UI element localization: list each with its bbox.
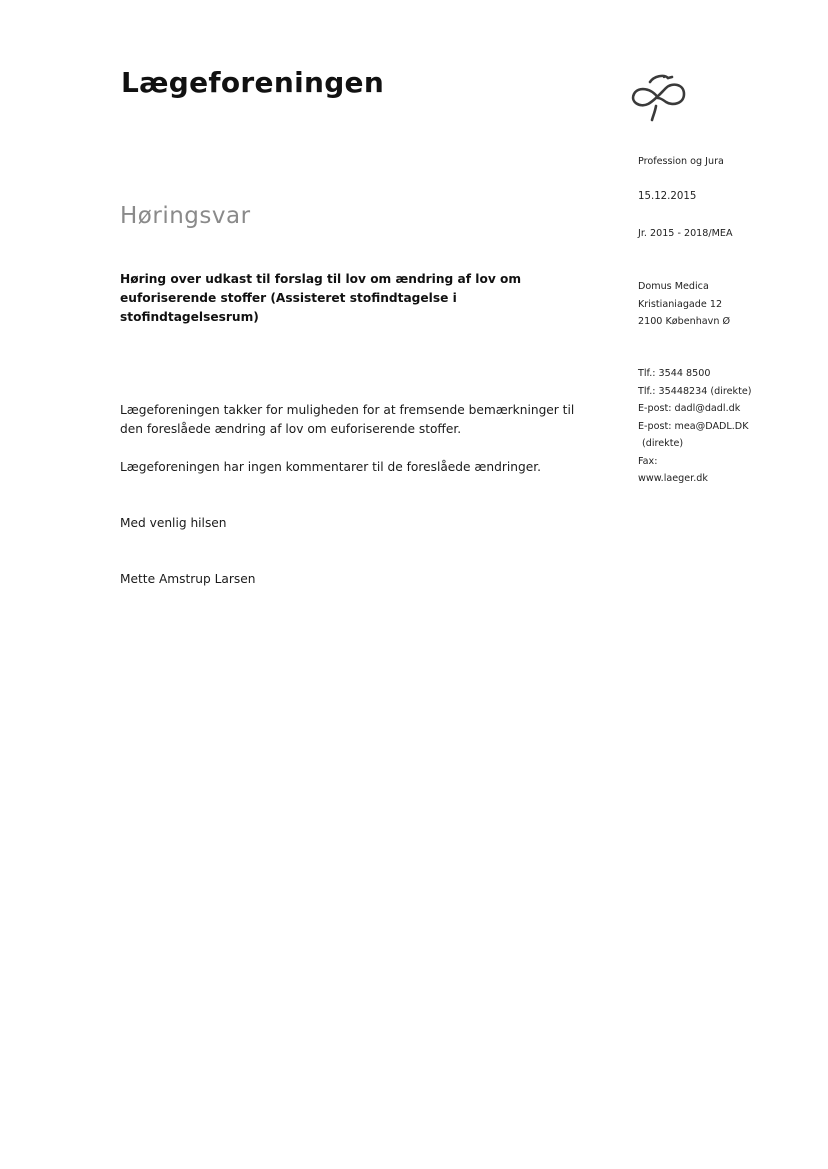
phone-main: Tlf.: 3544 8500 xyxy=(638,368,711,379)
email-direct: E-post: mea@DADL.DK xyxy=(638,420,749,432)
journal-number: Jr. 2015 - 2018/MEA xyxy=(638,228,733,239)
organization-name: Lægeforeningen xyxy=(121,66,385,99)
sender-address xyxy=(638,278,730,331)
caduceus-snake-logo-icon xyxy=(628,68,690,122)
department-label: Profession og Jura xyxy=(638,156,724,167)
email-direct-note: (direkte) xyxy=(642,438,684,449)
letter-date: 15.12.2015 xyxy=(638,191,697,202)
website: www.laeger.dk xyxy=(638,473,708,484)
address-line: 2100 København Ø xyxy=(638,316,731,327)
phone-direct: Tlf.: 35448234 (direkte) xyxy=(638,385,752,397)
body-paragraph-2: Lægeforeningen har ingen kommentarer til de foreslåede ændringer. xyxy=(120,460,541,474)
fax-label: Fax: xyxy=(638,455,658,467)
body-paragraph-1: Lægeforeningen takker for muligheden for at fremsende bemærkninger til den foreslåede ændring af lov om euforiserende stoffer. xyxy=(120,403,575,436)
email-general: E-post: dadl@dadl.dk xyxy=(638,403,741,414)
address-line: Domus Medica xyxy=(638,281,709,292)
address-line: Kristianiagade 12 xyxy=(638,298,723,310)
document-title: Høringsvar xyxy=(120,203,251,229)
closing-salutation: Med venlig hilsen xyxy=(120,516,227,530)
subject-heading: Høring over udkast til forslag til lov om ændring af lov om euforiserende stoffer (Assisteret stofindtagelse i stofindtagelsesrum) xyxy=(120,272,522,324)
contact-block xyxy=(638,365,752,488)
signer-name: Mette Amstrup Larsen xyxy=(120,572,256,586)
